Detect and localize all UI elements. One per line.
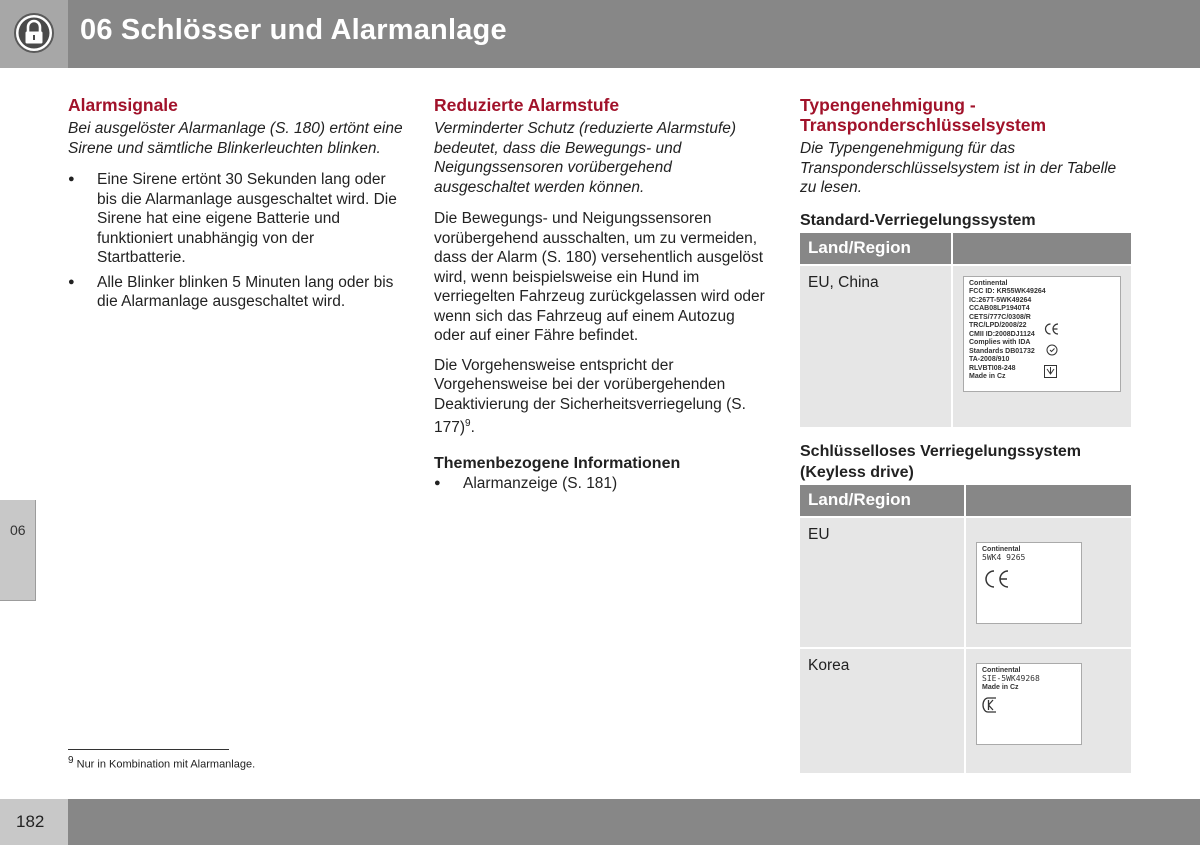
chapter-icon-box <box>0 0 68 68</box>
label-cell <box>953 264 1131 427</box>
chapter-title: 06 Schlösser und Alarmanlage <box>80 14 507 46</box>
label-line: Made in Cz <box>982 683 1019 691</box>
label-cell <box>966 647 1131 773</box>
table-header-cell-empty <box>966 485 1131 516</box>
approval-table-keyless <box>800 485 1131 773</box>
region-cell: EU <box>800 516 966 647</box>
footnote-number: 9 <box>68 755 74 766</box>
related-info-heading: Themenbezogene Informationen <box>434 454 681 472</box>
approval-label-image <box>976 542 1082 624</box>
label-line: FCC ID: KR55WK49264 <box>969 288 1046 295</box>
label-line: Continental <box>982 666 1021 674</box>
column-type-approval <box>800 95 1132 773</box>
footnote-divider <box>68 749 229 750</box>
chapter-tab-label: 06 <box>10 522 26 538</box>
label-line: CMII ID:2008DJ1124 <box>969 330 1035 338</box>
label-line: TRC/LPD/2008/22 <box>969 322 1027 329</box>
label-cell <box>966 516 1131 647</box>
table-header-cell: Land/Region <box>800 485 966 516</box>
column-alarm-signals <box>68 95 403 317</box>
lock-icon <box>13 12 55 54</box>
approval-label-image <box>963 276 1121 392</box>
label-line: CETS/777C/0308/R <box>969 313 1031 321</box>
section-heading: Typengenehmigung - Transponderschlüsselsystem <box>800 95 1047 135</box>
label-line: Continental <box>969 279 1008 287</box>
label-line: SIE-5WK49268 <box>982 674 1040 683</box>
column-reduced-alarm <box>434 95 769 498</box>
label-line: Complies with IDA <box>969 339 1031 346</box>
table-row <box>800 516 1131 647</box>
footnote <box>68 755 255 771</box>
page-number-box <box>0 799 68 845</box>
ce-mark-icon <box>982 569 1012 589</box>
approval-table-standard <box>800 233 1131 427</box>
label-line: TA-2008/910 <box>969 356 1010 363</box>
section-intro: Die Typengenehmigung für das Transponderschlüsselsystem ist in der Tabelle zu lesen. <box>800 140 1117 196</box>
label-line: CCAB08LP1940T4 <box>969 305 1030 312</box>
chapter-side-tab <box>0 500 36 601</box>
approval-box-icon <box>1044 365 1057 378</box>
bullet-list <box>68 170 403 312</box>
kc-mark-icon <box>982 696 998 714</box>
region-cell: EU, China <box>800 264 953 427</box>
body-paragraph: Die Bewegungs- und Neigungssensoren vorübergehend ausschalten, um zu vermeiden, dass der Alarm (S. 180) versehentlich ausgelöst wird, wenn beispielsweise ein Hund im verriegelten Fahrzeug zurückgelassen wird oder wenn sich das Fahrzeug auf einem Autozug oder auf einer Fähre befindet. <box>434 210 765 344</box>
label-line: Made in Cz <box>969 373 1006 380</box>
related-link[interactable]: ● Alarmanzeige (S. 181) <box>434 474 769 494</box>
paragraph-end: . <box>470 419 475 437</box>
section-intro: Bei ausgelöster Alarmanlage (S. 180) ertönt eine Sirene und sämtliche Blinkerleuchten blinken. <box>68 120 403 157</box>
label-line: 5WK4 9265 <box>982 553 1026 562</box>
page-footer <box>0 799 1200 845</box>
body-paragraph <box>434 356 769 438</box>
list-item: ● Alle Blinker blinken 5 Minuten lang oder bis die Alarmanlage ausgeschaltet wird. <box>68 273 403 312</box>
label-line: RLVBTI08-248 <box>969 364 1016 372</box>
footnote-text: Nur in Kombination mit Alarmanlage. <box>76 758 256 771</box>
table-header-cell: Land/Region <box>800 233 953 264</box>
footnote-ref[interactable]: 9 <box>465 418 471 429</box>
c-tick-icon <box>1046 344 1058 356</box>
table-heading: Standard-Verriegelungssystem <box>800 211 1036 229</box>
table-row <box>800 264 1131 427</box>
section-heading: Reduzierte Alarmstufe <box>434 95 620 115</box>
page-header <box>0 0 1200 68</box>
ce-mark-icon <box>1044 322 1060 336</box>
label-line: Standards DB01732 <box>969 347 1035 355</box>
table-heading: Schlüsselloses Verriegelungssystem (Keyless drive) <box>800 442 1082 481</box>
region-cell: Korea <box>800 647 966 773</box>
section-heading: Alarmsignale <box>68 95 178 115</box>
paragraph-text: Die Vorgehensweise entspricht der Vorgehensweise bei der vorübergehenden Deaktivierung der Sicherheitsverriegelung (S. 177) <box>434 356 746 437</box>
label-line: Continental <box>982 545 1021 553</box>
list-item: ● Eine Sirene ertönt 30 Sekunden lang oder bis die Alarmanlage ausgeschaltet wird. Die Sirene hat eine eigene Batterie und funktioniert unabhängig von der Startbatterie. <box>68 170 403 268</box>
approval-label-image <box>976 663 1082 745</box>
page-number: 182 <box>16 812 45 831</box>
table-header-cell-empty <box>953 233 1131 264</box>
related-info-list <box>434 474 769 494</box>
section-intro: Verminderter Schutz (reduzierte Alarmstufe) bedeutet, dass die Bewegungs- und Neigungssensoren vorübergehend ausgeschaltet werden können. <box>434 120 737 196</box>
label-line: IC:267T-5WK49264 <box>969 296 1032 304</box>
table-row <box>800 647 1131 773</box>
